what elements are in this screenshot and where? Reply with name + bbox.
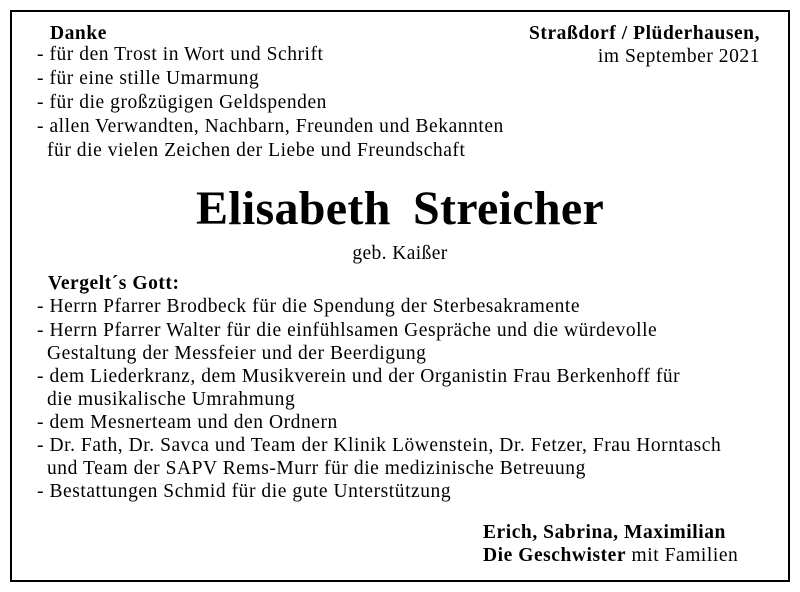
- danke-heading: Danke: [50, 23, 107, 44]
- signature-siblings: Die Geschwister: [483, 545, 627, 566]
- vergelts-line: Gestaltung der Messfeier und der Beerdigung: [47, 343, 427, 364]
- vergelts-line: - Herrn Pfarrer Walter für die einfühlsamen Gespräche und die würdevolle: [37, 320, 658, 341]
- signature-names: Erich, Sabrina, Maximilian: [483, 522, 726, 543]
- danke-line: - für eine stille Umarmung: [37, 68, 260, 89]
- vergelts-line: und Team der SAPV Rems-Murr für die medizinische Betreuung: [47, 458, 586, 479]
- danke-line: - allen Verwandten, Nachbarn, Freunden und Bekannten: [37, 116, 504, 137]
- vergelts-line: - Dr. Fath, Dr. Savca und Team der Klinik Löwenstein, Dr. Fetzer, Frau Horntasch: [37, 435, 722, 456]
- vergelts-line: - Herrn Pfarrer Brodbeck für die Spendung der Sterbesakramente: [37, 296, 581, 317]
- danke-line: - für den Trost in Wort und Schrift: [37, 44, 324, 65]
- signature-siblings-line: [483, 546, 738, 567]
- vergelts-line: - dem Mesnerteam und den Ordnern: [37, 412, 338, 433]
- deceased-name: Elisabeth Streicher: [195, 182, 605, 235]
- place-date: im September 2021: [597, 46, 760, 67]
- signature-families: mit Familien: [626, 545, 739, 566]
- vergelts-line: - dem Liederkranz, dem Musikverein und der Organistin Frau Berkenhoff für: [37, 366, 681, 387]
- danke-line: - für die großzügigen Geldspenden: [37, 92, 327, 113]
- danke-line: für die vielen Zeichen der Liebe und Freundschaft: [47, 140, 466, 161]
- maiden-name: geb. Kaißer: [352, 243, 448, 264]
- vergelts-line: - Bestattungen Schmid für die gute Unterstützung: [37, 481, 452, 502]
- vergelts-line: die musikalische Umrahmung: [47, 389, 296, 410]
- vergelts-heading: Vergelt´s Gott:: [48, 273, 180, 294]
- place-location: Straßdorf / Plüderhausen,: [529, 23, 760, 44]
